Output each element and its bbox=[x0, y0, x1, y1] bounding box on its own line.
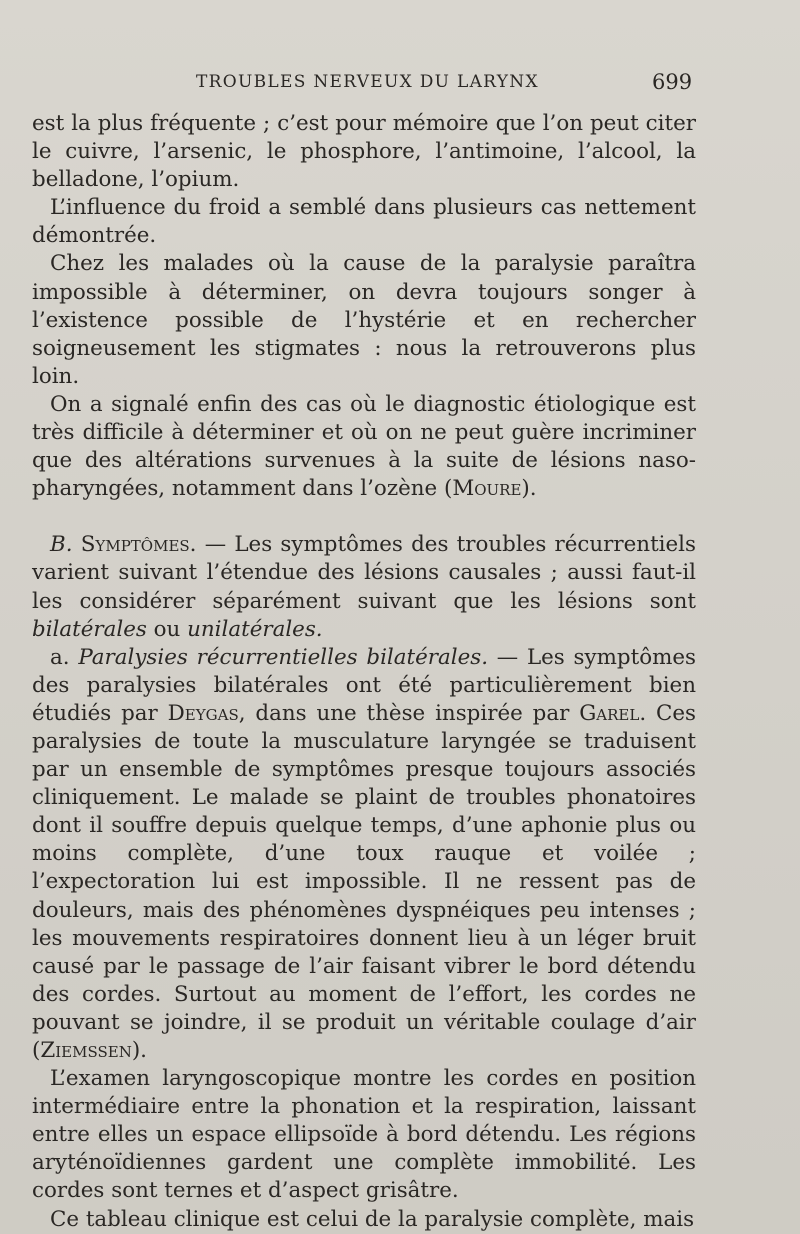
paragraph-4 bbox=[32, 391, 696, 503]
author-garel: Garel bbox=[579, 700, 640, 726]
paragraph-6-text-2: , dans une thèse inspirée par bbox=[238, 700, 580, 726]
paragraph-6 bbox=[32, 644, 696, 1065]
subsection-a-label: a. bbox=[50, 644, 70, 670]
section-b-heading: Symptômes. bbox=[80, 532, 197, 558]
paragraph-5-text: — Les symptômes des troubles récurrentiels varient suivant l’étendue des lésions causales ; aussi faut-il les considérer séparément suivant que les lésions sont bbox=[32, 532, 696, 614]
paragraph-8: Ce tableau clinique est celui de la paralysie complète, mais bbox=[50, 1206, 695, 1232]
running-title: TROUBLES NERVEUX DU LARYNX bbox=[196, 72, 539, 92]
author-deygas: Deygas bbox=[167, 700, 239, 726]
paragraph-4-text: On a signalé enfin des cas où le diagnostic étiologique est très difficile à déterminer et où on ne peut guère incriminer que des altérations survenues à la suite de lésions naso-pharyngées, notamment dans l’ozène ( bbox=[32, 391, 696, 502]
paragraph-6-text-3: . Ces paralysies de toute la musculature laryngée se traduisent par un ensemble de symptômes presque toujours associés cliniquement. Le malade se plaint de troubles phonatoires dont il souffre depuis quelque temps, d’une aphonie plus ou moins complète, d’une toux rauque et voilée ; l’expectoration lui est impossible. Il ne ressent pas de douleurs, mais des phénomènes dyspnéiques peu intenses ; les mouvements respiratoires donnent lieu à un léger bruit causé par le passage de l’air faisant vibrer le bord détendu des cordes. Surtout au moment de l’effort, les cordes ne pouvant se joindre, il se produit un véritable coulage d’air ( bbox=[32, 700, 696, 1063]
author-ziemssen: Ziemssen bbox=[40, 1038, 132, 1063]
body-text bbox=[32, 110, 696, 1234]
paragraph-4-end: ). bbox=[521, 476, 537, 502]
paragraph-3: Chez les malades où la cause de la paralysie paraîtra impossible à déterminer, on devra toujours songer à l’existence possible de l’hystérie et en rechercher soigneusement les stigmates : nous la retrouverons plus loin. bbox=[32, 251, 696, 389]
paragraph-7: L’examen laryngoscopique montre les cordes en position intermédiaire entre la phonation et la respiration, laissant entre elles un espace ellipsoïde à bord détendu. Les régions aryténoïdiennes gardent une complète immobilité. Les cordes sont ternes et d’aspect grisâtre. bbox=[32, 1066, 696, 1204]
paragraph-6-end: ). bbox=[131, 1038, 147, 1063]
subsection-a-heading: Paralysies récurrentielles bilatérales. bbox=[78, 644, 489, 670]
term-unilaterales: unilatérales. bbox=[187, 616, 323, 642]
paragraph-1: est la plus fréquente ; c’est pour mémoire que l’on peut citer le cuivre, l’arsenic, le phosphore, l’antimoine, l’alcool, la belladone, l’opium. bbox=[32, 111, 696, 193]
page-header bbox=[0, 68, 800, 98]
author-moure: Moure bbox=[452, 476, 522, 502]
page-number: 699 bbox=[652, 70, 693, 94]
paragraph-5 bbox=[32, 531, 696, 643]
paragraph-6-text-1: — Les symptômes des paralysies bilatérales ont été particulièrement bien étudiés par bbox=[32, 644, 696, 726]
term-bilaterales: bilatérales bbox=[32, 616, 147, 642]
paragraph-5-or: ou bbox=[146, 616, 188, 642]
section-b-label: B. bbox=[50, 532, 73, 558]
paragraph-2: L’influence du froid a semblé dans plusieurs cas nettement démontrée. bbox=[32, 195, 696, 249]
